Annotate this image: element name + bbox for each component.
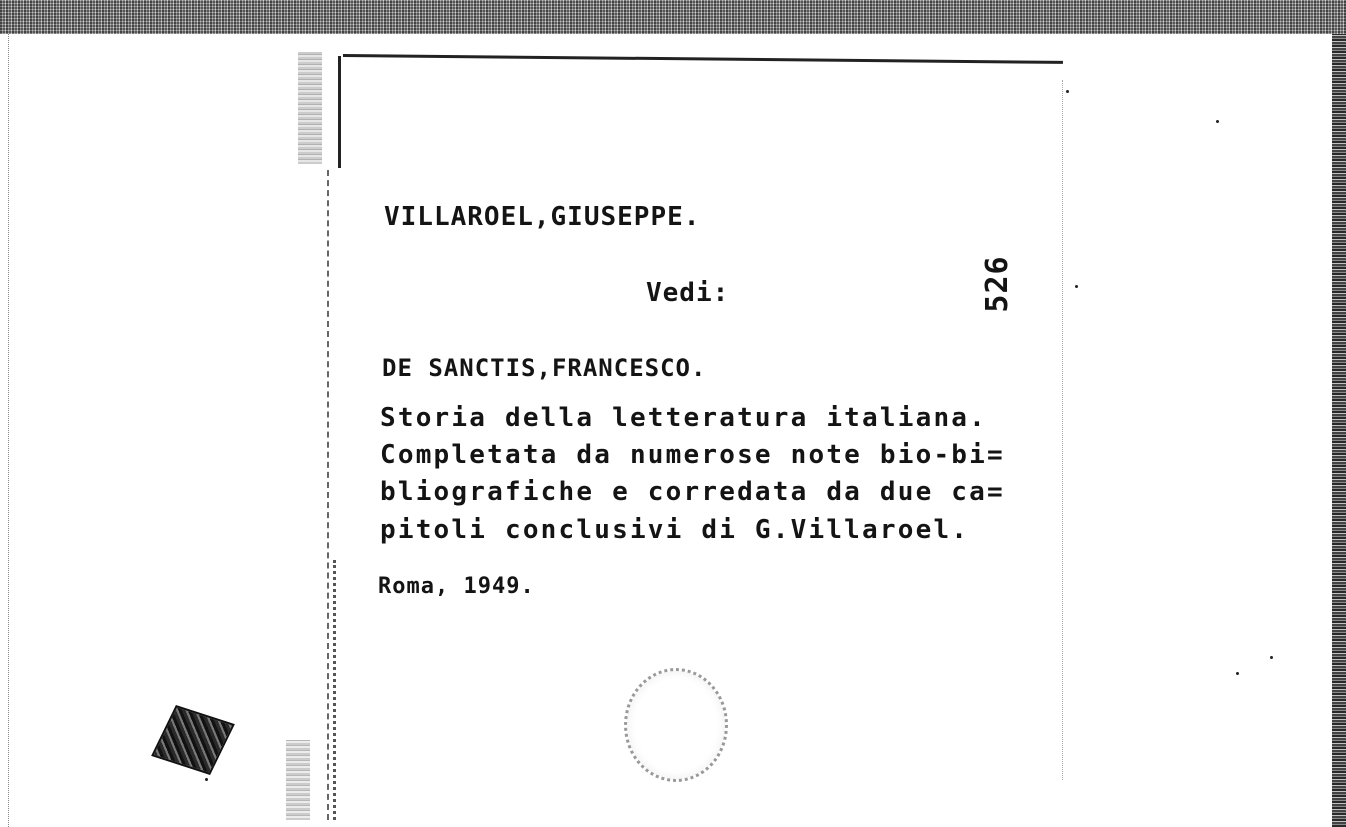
card-left-bracket (338, 56, 347, 168)
card-spine-line-lower (333, 560, 336, 820)
speck (1075, 285, 1078, 288)
scan-border-top (0, 0, 1346, 34)
scan-border-right (1332, 34, 1346, 827)
imprint: Roma, 1949. (378, 574, 535, 599)
speck (1066, 90, 1069, 93)
title-line-2: Completata da numerose note bio-bi= (380, 440, 1005, 470)
speck (1236, 672, 1239, 675)
card-spine-line (327, 170, 329, 820)
stamp-mark (151, 705, 235, 775)
speck (1216, 120, 1219, 123)
card-right-edge (1062, 80, 1063, 780)
speck (205, 778, 208, 781)
title-line-3: bliografiche e corredata da due ca= (380, 477, 1005, 507)
punch-hole (624, 668, 728, 782)
card-heading: VILLAROEL,GIUSEPPE. (384, 202, 701, 232)
title-line-4: pitoli conclusivi di G.Villaroel. (380, 515, 970, 545)
left-margin-line (8, 34, 10, 827)
see-reference-label: Vedi: (646, 278, 730, 308)
binding-mark-bottom (286, 740, 310, 820)
shelf-number: 526 (980, 255, 1015, 313)
card-top-edge (343, 54, 1063, 64)
title-line-1: Storia della letteratura italiana. (380, 403, 988, 433)
binding-mark-top (298, 52, 322, 164)
author-name: DE SANCTIS,FRANCESCO. (382, 354, 707, 382)
speck (1270, 656, 1273, 659)
